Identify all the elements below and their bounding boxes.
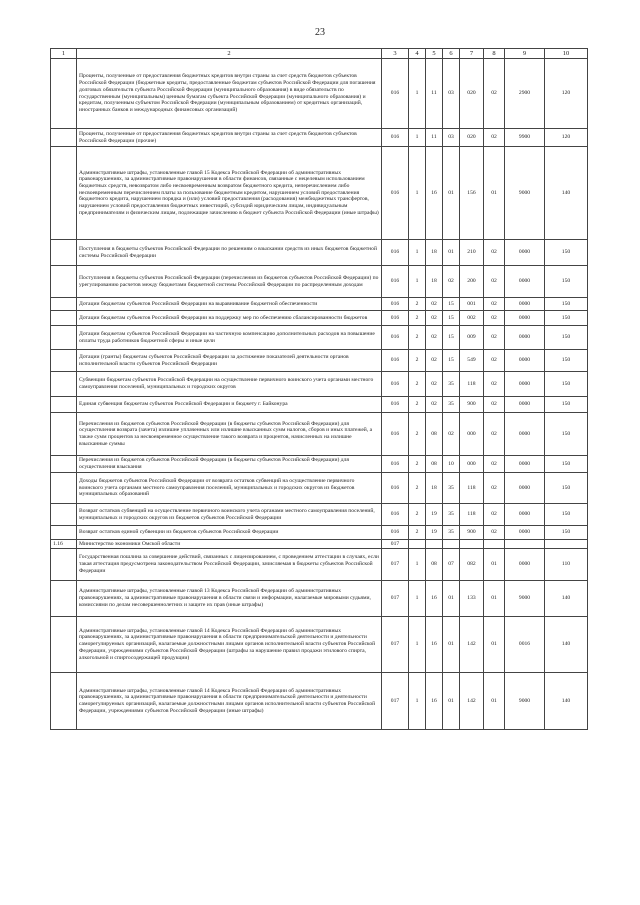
- table-row: [51, 311, 588, 326]
- code-cell: 150: [545, 326, 588, 350]
- code-cell: 19: [426, 526, 443, 540]
- revenue-name-cell: Единая субвенция бюджетам субъектов Российской Федерации и бюджету г. Байконура: [77, 397, 382, 413]
- code-cell: 0000: [505, 240, 545, 266]
- code-cell: 142: [460, 673, 484, 730]
- code-cell: 11: [426, 59, 443, 129]
- code-cell: 9000: [505, 673, 545, 730]
- code-cell: 1: [409, 617, 426, 673]
- code-cell: 16: [426, 617, 443, 673]
- row-number-cell: [51, 147, 77, 240]
- code-cell: 0000: [505, 526, 545, 540]
- revenue-name-cell: Административные штрафы, установленные главой 15 Кодекса Российской Федерации об административных правонарушениях, за административные правонарушения в области финансов, связанные с нецелевым использованием бюджетных средств, невозвратом либо несвоевременным возвратом бюджетного кредита, неперечислением либо несвоевременным перечислением платы за пользование бюджетным кредитом, нарушением условий предоставления бюджетного кредита, нарушением порядка и (или) условий предоставления (расходования) межбюджетных трансфертов, нарушением условий предоставления бюджетных инвестиций, субсидий юридическим лицам, индивидуальным предпринимателям и физическим лицам, подлежащие зачислению в бюджет субъекта Российской Федерации (иные штрафы): [77, 147, 382, 240]
- row-number-cell: [51, 350, 77, 372]
- code-cell: 150: [545, 311, 588, 326]
- table-row: [51, 540, 588, 549]
- column-header: 4: [409, 49, 426, 59]
- code-cell: [545, 540, 588, 549]
- column-header: 2: [77, 49, 382, 59]
- code-cell: 118: [460, 473, 484, 504]
- code-cell: 15: [443, 350, 460, 372]
- code-cell: 02: [426, 298, 443, 311]
- code-cell: 02: [484, 397, 505, 413]
- code-cell: 01: [443, 147, 460, 240]
- revenue-name-cell: Административные штрафы, установленные главой 14 Кодекса Российской Федерации об административных правонарушениях, за административные правонарушения в области предпринимательской деятельности и деятельности саморегулируемых организаций, налагаемые должностными лицами органов исполнительной власти субъектов Российской Федерации, учреждениями субъектов Российской Федерации (штрафы за нарушение правил продажи этилового спирта, алкогольной и спиртосодержащей продукции): [77, 617, 382, 673]
- revenue-name-cell: Возврат остатков субвенций на осуществление первичного воинского учета органами местного самоуправления поселений, муниципальных и городских округов из бюджетов субъектов Российской Федерации: [77, 504, 382, 526]
- table-row: [51, 350, 588, 372]
- code-cell: 2: [409, 526, 426, 540]
- code-cell: 017: [382, 673, 409, 730]
- code-cell: 01: [443, 617, 460, 673]
- code-cell: 02: [443, 266, 460, 298]
- revenue-name-cell: Административные штрафы, установленные главой 13 Кодекса Российской Федерации об административных правонарушениях, за административные правонарушения в области связи и информации, налагаемые мировыми судьями, комиссиями по делам несовершеннолетних и защите их прав (иные штрафы): [77, 581, 382, 617]
- code-cell: 009: [460, 326, 484, 350]
- row-number-cell: [51, 397, 77, 413]
- table-row: [51, 129, 588, 147]
- budget-classification-table: [50, 48, 588, 730]
- code-cell: 1: [409, 240, 426, 266]
- code-cell: 020: [460, 129, 484, 147]
- code-cell: 02: [484, 413, 505, 456]
- code-cell: 016: [382, 59, 409, 129]
- code-cell: 017: [382, 581, 409, 617]
- revenue-name-cell: Дотации (гранты) бюджетам субъектов Российской Федерации за достижение показателей деятельности органов исполнительной власти субъектов Российской Федерации: [77, 350, 382, 372]
- code-cell: [505, 540, 545, 549]
- code-cell: 016: [382, 526, 409, 540]
- code-cell: 210: [460, 240, 484, 266]
- code-cell: 150: [545, 473, 588, 504]
- code-cell: 017: [382, 549, 409, 581]
- code-cell: 10: [443, 456, 460, 473]
- revenue-name-cell: Дотации бюджетам субъектов Российской Федерации на частичную компенсацию дополнительных расходов на повышение оплаты труда работников бюджетной сферы и иные цели: [77, 326, 382, 350]
- table-row: [51, 581, 588, 617]
- code-cell: 120: [545, 129, 588, 147]
- code-cell: 016: [382, 397, 409, 413]
- code-cell: 02: [484, 504, 505, 526]
- code-cell: 140: [545, 673, 588, 730]
- code-cell: 118: [460, 504, 484, 526]
- code-cell: 016: [382, 326, 409, 350]
- code-cell: 1: [409, 147, 426, 240]
- row-number-cell: [51, 413, 77, 456]
- code-cell: 017: [382, 540, 409, 549]
- row-number-cell: [51, 266, 77, 298]
- revenue-name-cell: Дотации бюджетам субъектов Российской Федерации на выравнивание бюджетной обеспеченности: [77, 298, 382, 311]
- code-cell: 900: [460, 397, 484, 413]
- revenue-name-cell: Перечисления из бюджетов субъектов Российской Федерации (в бюджеты субъектов Российской Федерации) для осуществления взыскания: [77, 456, 382, 473]
- code-cell: 18: [426, 266, 443, 298]
- code-cell: 02: [443, 413, 460, 456]
- code-cell: 02: [484, 350, 505, 372]
- column-header: 10: [545, 49, 588, 59]
- code-cell: 15: [443, 326, 460, 350]
- revenue-name-cell: Поступления в бюджеты субъектов Российской Федерации (перечисления из бюджетов субъектов Российской Федерации) по урегулированию расчетов между бюджетами бюджетной системы Российской Федерации по распределенным доходам: [77, 266, 382, 298]
- code-cell: 02: [426, 397, 443, 413]
- code-cell: 110: [545, 549, 588, 581]
- column-header: 1: [51, 49, 77, 59]
- table-row: [51, 298, 588, 311]
- code-cell: 2: [409, 326, 426, 350]
- row-number-cell: [51, 617, 77, 673]
- row-number-cell: [51, 59, 77, 129]
- code-cell: 000: [460, 413, 484, 456]
- code-cell: 1: [409, 266, 426, 298]
- code-cell: 0000: [505, 298, 545, 311]
- code-cell: 01: [484, 147, 505, 240]
- row-number-cell: [51, 504, 77, 526]
- table-row: [51, 617, 588, 673]
- code-cell: [484, 540, 505, 549]
- code-cell: 016: [382, 266, 409, 298]
- table-row: [51, 240, 588, 266]
- code-cell: 16: [426, 147, 443, 240]
- code-cell: 900: [460, 526, 484, 540]
- column-header: 9: [505, 49, 545, 59]
- row-number-cell: [51, 549, 77, 581]
- code-cell: 2: [409, 372, 426, 397]
- code-cell: 19: [426, 504, 443, 526]
- code-cell: 02: [426, 326, 443, 350]
- code-cell: 016: [382, 129, 409, 147]
- revenue-name-cell: Поступления в бюджеты субъектов Российской Федерации по решениям о взыскании средств из иных бюджетов бюджетной системы Российской Федерации: [77, 240, 382, 266]
- code-cell: 150: [545, 526, 588, 540]
- row-number-cell: [51, 326, 77, 350]
- table-row: [51, 326, 588, 350]
- revenue-name-cell: Возврат остатков единой субвенции из бюджетов субъектов Российской Федерации: [77, 526, 382, 540]
- row-number-cell: 1.16: [51, 540, 77, 549]
- code-cell: 016: [382, 350, 409, 372]
- revenue-name-cell: Доходы бюджетов субъектов Российской Федерации от возврата остатков субвенций на осуществление первичного воинского учета органами местного самоуправления поселений, муниципальных и городских округов из бюджетов муниципальных образований: [77, 473, 382, 504]
- revenue-name-cell: Министерство экономики Омской области: [77, 540, 382, 549]
- table-row: [51, 456, 588, 473]
- code-cell: 01: [443, 673, 460, 730]
- code-cell: 0000: [505, 266, 545, 298]
- code-cell: 2: [409, 456, 426, 473]
- code-cell: 02: [484, 266, 505, 298]
- code-cell: 01: [484, 549, 505, 581]
- code-cell: 08: [426, 456, 443, 473]
- code-cell: 08: [426, 549, 443, 581]
- column-header: 6: [443, 49, 460, 59]
- row-number-cell: [51, 673, 77, 730]
- code-cell: 016: [382, 504, 409, 526]
- revenue-name-cell: Дотации бюджетам субъектов Российской Федерации на поддержку мер по обеспечению сбалансированности бюджетов: [77, 311, 382, 326]
- code-cell: 118: [460, 372, 484, 397]
- code-cell: 9000: [505, 147, 545, 240]
- code-cell: 02: [426, 311, 443, 326]
- code-cell: 03: [443, 59, 460, 129]
- code-cell: 150: [545, 413, 588, 456]
- code-cell: 140: [545, 581, 588, 617]
- revenue-name-cell: Проценты, полученные от предоставления бюджетных кредитов внутри страны за счет средств бюджетов субъектов Российской Федерации (бюджетные кредиты, предоставленные бюджетам субъектов Российской Федерации для погашения долговых обязательств субъекта Российской Федерации (муниципального образования) в виде обязательств по государственным (муниципальным) ценным бумагам субъекта Российской Федерации (муниципального образования) и кредитам, полученным субъектом Российской Федерации (муниципальным образованием) от кредитных организаций, иностранных банков и международных финансовых организаций): [77, 59, 382, 129]
- code-cell: 16: [426, 673, 443, 730]
- code-cell: 02: [484, 59, 505, 129]
- code-cell: 001: [460, 298, 484, 311]
- code-cell: 0000: [505, 311, 545, 326]
- table-row: [51, 549, 588, 581]
- code-cell: 150: [545, 372, 588, 397]
- row-number-cell: [51, 129, 77, 147]
- code-cell: 02: [484, 311, 505, 326]
- column-header: 8: [484, 49, 505, 59]
- row-number-cell: [51, 456, 77, 473]
- table-row: [51, 372, 588, 397]
- code-cell: 02: [484, 240, 505, 266]
- table-row: [51, 504, 588, 526]
- code-cell: 9900: [505, 129, 545, 147]
- code-cell: 03: [443, 129, 460, 147]
- code-cell: 150: [545, 397, 588, 413]
- revenue-name-cell: Проценты, полученные от предоставления бюджетных кредитов внутри страны за счет средств бюджетов субъектов Российской Федерации (прочие): [77, 129, 382, 147]
- code-cell: 002: [460, 311, 484, 326]
- code-cell: 016: [382, 473, 409, 504]
- row-number-cell: [51, 473, 77, 504]
- code-cell: 15: [443, 311, 460, 326]
- row-number-cell: [51, 240, 77, 266]
- code-cell: 02: [484, 526, 505, 540]
- code-cell: 35: [443, 504, 460, 526]
- table-row: [51, 59, 588, 129]
- code-cell: 1: [409, 581, 426, 617]
- code-cell: 0000: [505, 413, 545, 456]
- code-cell: 2: [409, 350, 426, 372]
- table-row: [51, 473, 588, 504]
- code-cell: 150: [545, 350, 588, 372]
- column-header: 5: [426, 49, 443, 59]
- code-cell: 0000: [505, 549, 545, 581]
- code-cell: 01: [443, 581, 460, 617]
- code-cell: 142: [460, 617, 484, 673]
- code-cell: 1: [409, 59, 426, 129]
- code-cell: 0000: [505, 397, 545, 413]
- code-cell: 082: [460, 549, 484, 581]
- code-cell: 150: [545, 266, 588, 298]
- code-cell: 35: [443, 526, 460, 540]
- column-header: 7: [460, 49, 484, 59]
- code-cell: 017: [382, 617, 409, 673]
- code-cell: 016: [382, 298, 409, 311]
- code-cell: 02: [484, 326, 505, 350]
- code-cell: [426, 540, 443, 549]
- code-cell: 2: [409, 311, 426, 326]
- code-cell: 18: [426, 473, 443, 504]
- code-cell: 02: [484, 129, 505, 147]
- code-cell: 02: [426, 350, 443, 372]
- code-cell: 016: [382, 147, 409, 240]
- code-cell: 16: [426, 581, 443, 617]
- row-number-cell: [51, 526, 77, 540]
- code-cell: 020: [460, 59, 484, 129]
- code-cell: 08: [426, 413, 443, 456]
- code-cell: 01: [484, 617, 505, 673]
- code-cell: 150: [545, 504, 588, 526]
- code-cell: 150: [545, 240, 588, 266]
- code-cell: 35: [443, 372, 460, 397]
- table-row: [51, 673, 588, 730]
- code-cell: 000: [460, 456, 484, 473]
- code-cell: 0000: [505, 456, 545, 473]
- table-row: [51, 397, 588, 413]
- page-number: 23: [315, 27, 325, 38]
- code-cell: 2: [409, 397, 426, 413]
- row-number-cell: [51, 372, 77, 397]
- code-cell: 15: [443, 298, 460, 311]
- code-cell: 140: [545, 147, 588, 240]
- revenue-name-cell: Перечисления из бюджетов субъектов Российской Федерации (в бюджеты субъектов Российской Федерации) для осуществления возврата (зачета) излишне уплаченных или излишне взысканных сумм налогов, сборов и иных платежей, а также сумм процентов за несвоевременное осуществление такого возврата и процентов, начисленных на излишне взысканные суммы: [77, 413, 382, 456]
- code-cell: 2: [409, 413, 426, 456]
- code-cell: 02: [426, 372, 443, 397]
- code-cell: 016: [382, 311, 409, 326]
- code-cell: 0000: [505, 350, 545, 372]
- code-cell: [443, 540, 460, 549]
- code-cell: 156: [460, 147, 484, 240]
- code-cell: 02: [484, 372, 505, 397]
- code-cell: 35: [443, 473, 460, 504]
- code-cell: 016: [382, 240, 409, 266]
- code-cell: 0000: [505, 473, 545, 504]
- revenue-name-cell: Субвенции бюджетам субъектов Российской Федерации на осуществление первичного воинского учета органами местного самоуправления поселений, муниципальных и городских округов: [77, 372, 382, 397]
- code-cell: 2: [409, 504, 426, 526]
- code-cell: 0000: [505, 504, 545, 526]
- code-cell: 016: [382, 456, 409, 473]
- code-cell: 0016: [505, 617, 545, 673]
- code-cell: 200: [460, 266, 484, 298]
- code-cell: 150: [545, 456, 588, 473]
- code-cell: 35: [443, 397, 460, 413]
- code-cell: 1: [409, 673, 426, 730]
- code-cell: 18: [426, 240, 443, 266]
- row-number-cell: [51, 298, 77, 311]
- table-row: [51, 413, 588, 456]
- code-cell: 016: [382, 413, 409, 456]
- code-cell: 133: [460, 581, 484, 617]
- row-number-cell: [51, 311, 77, 326]
- table-row: [51, 147, 588, 240]
- code-cell: [409, 540, 426, 549]
- code-cell: 0000: [505, 372, 545, 397]
- code-cell: 02: [484, 456, 505, 473]
- code-cell: 016: [382, 372, 409, 397]
- code-cell: 140: [545, 617, 588, 673]
- table-row: [51, 526, 588, 540]
- code-cell: 07: [443, 549, 460, 581]
- code-cell: 02: [484, 298, 505, 311]
- revenue-name-cell: Государственная пошлина за совершение действий, связанных с лицензированием, с проведением аттестации в случаях, если такая аттестация предусмотрена законодательством Российской Федерации, зачисляемая в бюджеты субъектов Российской Федерации: [77, 549, 382, 581]
- table-row: [51, 266, 588, 298]
- code-cell: 2: [409, 473, 426, 504]
- code-cell: 01: [484, 581, 505, 617]
- table-header-row: [51, 49, 588, 59]
- code-cell: 0000: [505, 326, 545, 350]
- code-cell: [460, 540, 484, 549]
- row-number-cell: [51, 581, 77, 617]
- code-cell: 02: [484, 473, 505, 504]
- code-cell: 1: [409, 129, 426, 147]
- code-cell: 9000: [505, 581, 545, 617]
- code-cell: 01: [443, 240, 460, 266]
- code-cell: 549: [460, 350, 484, 372]
- code-cell: 150: [545, 298, 588, 311]
- code-cell: 1: [409, 549, 426, 581]
- code-cell: 11: [426, 129, 443, 147]
- code-cell: 2900: [505, 59, 545, 129]
- column-header: 3: [382, 49, 409, 59]
- code-cell: 120: [545, 59, 588, 129]
- code-cell: 2: [409, 298, 426, 311]
- revenue-name-cell: Административные штрафы, установленные главой 14 Кодекса Российской Федерации об административных правонарушениях, за административные правонарушения в области предпринимательской деятельности и деятельности саморегулируемых организаций, налагаемые должностными лицами органов исполнительной власти субъектов Российской Федерации, учреждениями субъектов Российской Федерации (иные штрафы): [77, 673, 382, 730]
- code-cell: 01: [484, 673, 505, 730]
